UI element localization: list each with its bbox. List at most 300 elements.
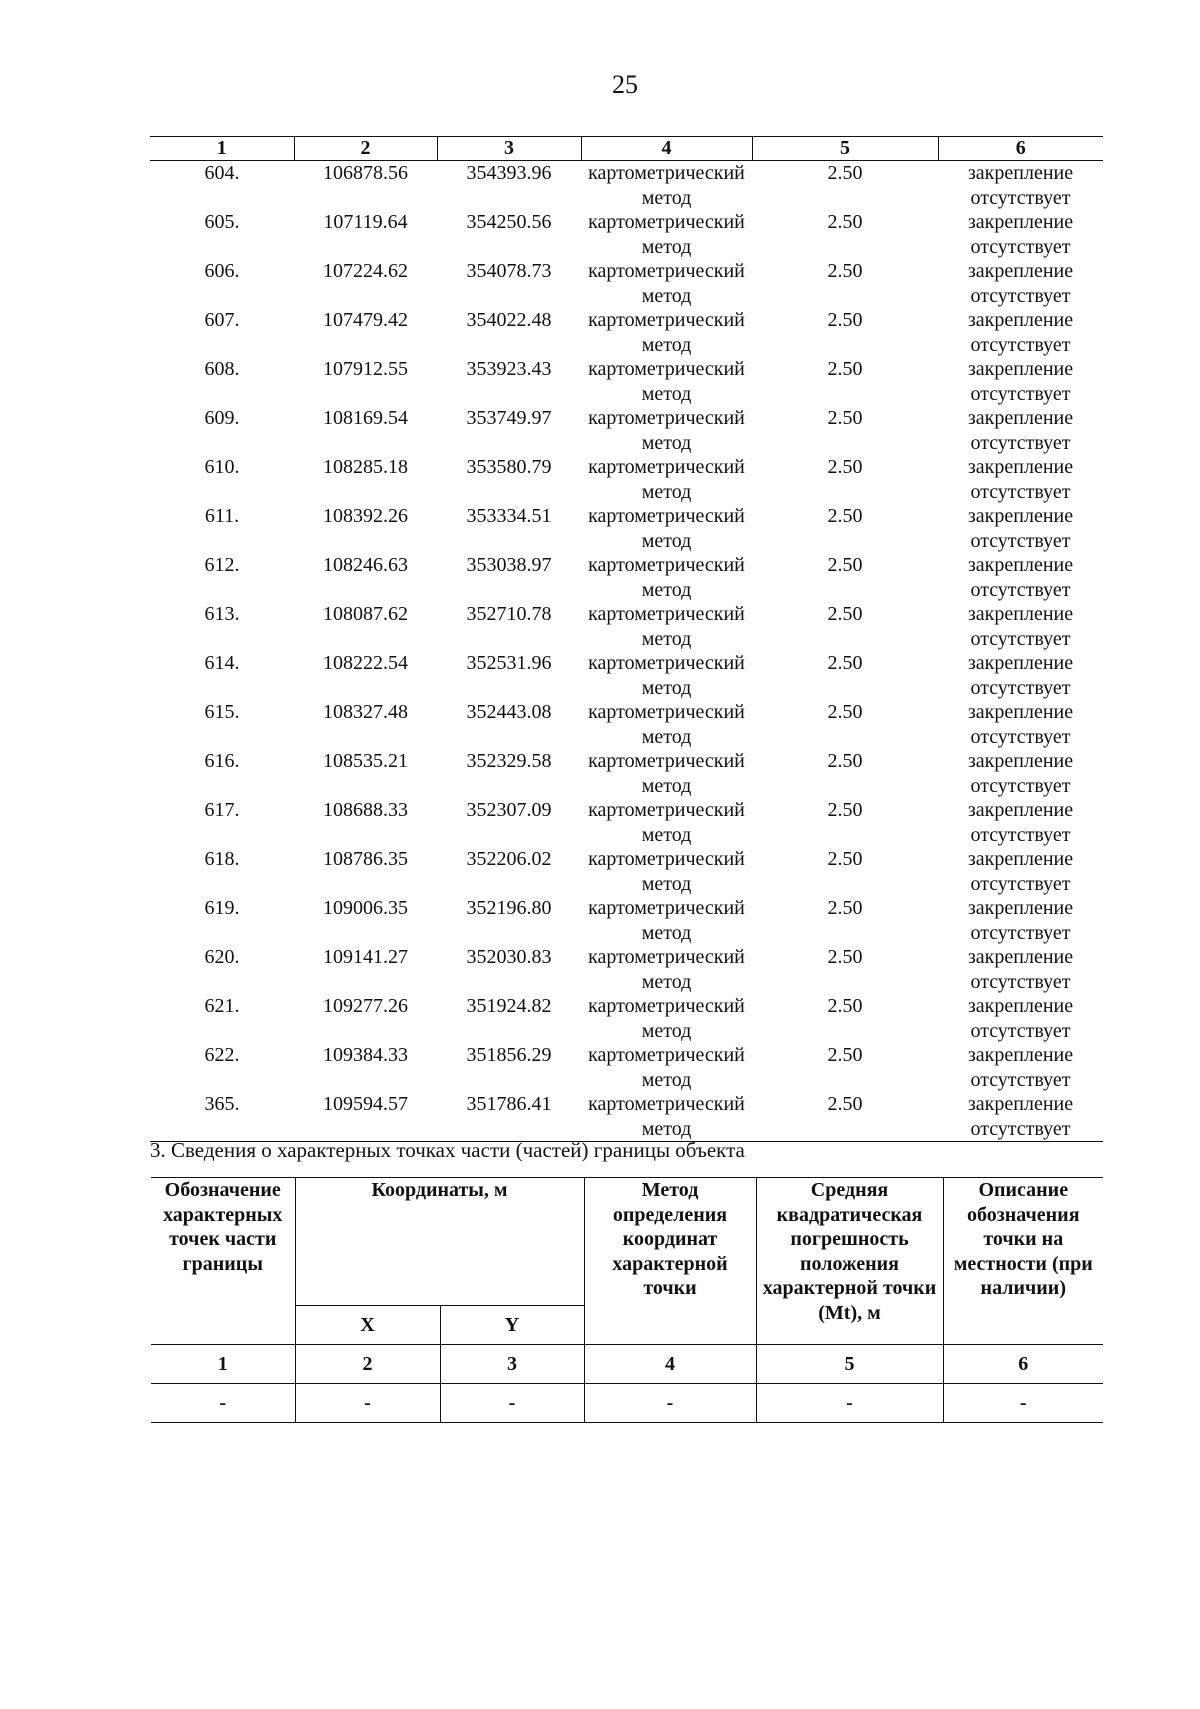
point-number-cell xyxy=(150,406,294,455)
point-number-cell xyxy=(150,1043,294,1092)
description-text: отсутствует xyxy=(970,333,1071,356)
mean-error-cell xyxy=(752,455,938,504)
mean-error-cell xyxy=(752,553,938,602)
description-text: отсутствует xyxy=(970,235,1071,258)
mean-error-cell xyxy=(752,798,938,847)
coord-y-text: 353749.97 xyxy=(466,407,552,429)
description-text: отсутствует xyxy=(970,1117,1071,1140)
point-number-cell xyxy=(150,210,294,259)
coord-x-text: 106878.56 xyxy=(323,162,408,184)
coord-x-text: 107479.42 xyxy=(323,309,408,331)
column-index-2: 2 xyxy=(294,137,437,161)
point-number-text: 613. xyxy=(204,603,240,625)
coord-x-cell xyxy=(294,1092,437,1142)
mean-error-cell xyxy=(752,602,938,651)
method-text: картометрический xyxy=(588,211,745,233)
point-number-text: 619. xyxy=(204,897,240,919)
index-cell: 6 xyxy=(943,1345,1103,1384)
method-cell xyxy=(581,1092,752,1142)
description-text: отсутствует xyxy=(970,872,1071,895)
point-number-text: 620. xyxy=(204,946,240,968)
mean-error-text: 2.50 xyxy=(827,162,863,184)
coord-y-text: 351786.41 xyxy=(466,1093,552,1115)
mean-error-cell xyxy=(752,700,938,749)
mean-error-cell xyxy=(752,259,938,308)
description-text: закрепление xyxy=(967,897,1074,919)
point-number-cell xyxy=(150,651,294,700)
coord-y-text: 352710.78 xyxy=(466,603,552,625)
header-method: Метод определения координат характерной точки xyxy=(584,1178,756,1345)
point-number-text: 621. xyxy=(204,995,240,1017)
description-text: отсутствует xyxy=(970,627,1071,650)
coord-x-cell xyxy=(294,847,437,896)
coord-y-text: 352443.08 xyxy=(466,701,552,723)
mean-error-cell xyxy=(752,945,938,994)
coord-x-cell xyxy=(294,896,437,945)
point-number-cell xyxy=(150,945,294,994)
method-text: картометрический xyxy=(588,946,745,968)
mean-error-text: 2.50 xyxy=(827,1044,863,1066)
coord-x-text: 109277.26 xyxy=(323,995,408,1017)
method-cell xyxy=(581,749,752,798)
point-number-cell xyxy=(150,1092,294,1142)
coord-x-cell xyxy=(294,455,437,504)
point-number-cell xyxy=(150,602,294,651)
method-text: метод xyxy=(641,480,692,503)
method-cell xyxy=(581,945,752,994)
method-text: картометрический xyxy=(588,652,745,674)
mean-error-cell xyxy=(752,651,938,700)
description-text: отсутствует xyxy=(970,431,1071,454)
index-cell: 4 xyxy=(584,1345,756,1384)
description-text: закрепление xyxy=(967,211,1074,233)
method-text: метод xyxy=(641,627,692,650)
header-description: Описание обозначения точки на местности (при наличии) xyxy=(943,1178,1103,1345)
mean-error-text: 2.50 xyxy=(827,456,863,478)
coord-x-text: 108786.35 xyxy=(323,848,408,870)
mean-error-cell xyxy=(752,406,938,455)
dash-cell: - xyxy=(295,1384,440,1423)
point-number-text: 611. xyxy=(204,505,240,527)
table-row xyxy=(150,308,1103,357)
coord-x-cell xyxy=(294,798,437,847)
description-cell xyxy=(938,259,1103,308)
coord-y-cell xyxy=(437,406,581,455)
mean-error-text: 2.50 xyxy=(827,897,863,919)
point-number-cell xyxy=(150,308,294,357)
method-text: картометрический xyxy=(588,750,745,772)
column-index-4: 4 xyxy=(581,137,752,161)
coord-y-text: 352531.96 xyxy=(466,652,552,674)
coord-y-cell xyxy=(437,700,581,749)
coord-y-cell xyxy=(437,210,581,259)
table-row xyxy=(150,1043,1103,1092)
page-number: 25 xyxy=(612,70,638,99)
header-coordinates: Координаты, м xyxy=(295,1178,584,1306)
coord-y-cell xyxy=(437,1092,581,1142)
description-text: закрепление xyxy=(967,260,1074,282)
description-text: закрепление xyxy=(967,162,1074,184)
description-cell xyxy=(938,504,1103,553)
description-text: закрепление xyxy=(967,456,1074,478)
dash-cell: - xyxy=(943,1384,1103,1423)
description-cell xyxy=(938,945,1103,994)
header-x: X xyxy=(295,1305,440,1344)
table-row xyxy=(150,406,1103,455)
method-text: метод xyxy=(641,1117,692,1140)
method-text: картометрический xyxy=(588,554,745,576)
method-text: метод xyxy=(641,725,692,748)
method-cell xyxy=(581,161,752,211)
description-cell xyxy=(938,798,1103,847)
description-text: отсутствует xyxy=(970,529,1071,552)
table-row xyxy=(150,847,1103,896)
description-cell xyxy=(938,1092,1103,1142)
method-text: картометрический xyxy=(588,309,745,331)
coord-x-text: 108535.21 xyxy=(323,750,408,772)
description-text: закрепление xyxy=(967,554,1074,576)
coord-y-cell xyxy=(437,945,581,994)
index-row xyxy=(151,1345,1103,1384)
coord-y-text: 352307.09 xyxy=(466,799,552,821)
coord-y-text: 352206.02 xyxy=(466,848,552,870)
mean-error-text: 2.50 xyxy=(827,260,863,282)
dash-cell: - xyxy=(756,1384,943,1423)
coord-x-cell xyxy=(294,1043,437,1092)
description-text: закрепление xyxy=(967,652,1074,674)
point-number-cell xyxy=(150,896,294,945)
coord-y-text: 353923.43 xyxy=(466,358,552,380)
mean-error-text: 2.50 xyxy=(827,309,863,331)
table-row xyxy=(150,357,1103,406)
method-text: метод xyxy=(641,774,692,797)
point-number-text: 608. xyxy=(204,358,240,380)
method-text: метод xyxy=(641,872,692,895)
coord-y-cell xyxy=(437,553,581,602)
point-number-cell xyxy=(150,553,294,602)
method-cell xyxy=(581,259,752,308)
table-row xyxy=(150,1092,1103,1142)
coord-y-cell xyxy=(437,749,581,798)
method-text: картометрический xyxy=(588,1044,745,1066)
method-text: метод xyxy=(641,1068,692,1091)
mean-error-cell xyxy=(752,847,938,896)
coord-x-text: 108392.26 xyxy=(323,505,408,527)
mean-error-text: 2.50 xyxy=(827,211,863,233)
mean-error-text: 2.50 xyxy=(827,505,863,527)
description-text: закрепление xyxy=(967,799,1074,821)
method-text: картометрический xyxy=(588,1093,745,1115)
table-row xyxy=(150,602,1103,651)
mean-error-text: 2.50 xyxy=(827,358,863,380)
empty-data-row xyxy=(151,1384,1103,1423)
coord-y-text: 352196.80 xyxy=(466,897,552,919)
coord-x-cell xyxy=(294,308,437,357)
method-cell xyxy=(581,602,752,651)
table-header-row xyxy=(150,137,1103,161)
description-cell xyxy=(938,357,1103,406)
mean-error-cell xyxy=(752,210,938,259)
point-number-cell xyxy=(150,749,294,798)
method-text: картометрический xyxy=(588,701,745,723)
method-text: метод xyxy=(641,578,692,601)
coord-x-text: 109006.35 xyxy=(323,897,408,919)
method-text: метод xyxy=(641,333,692,356)
description-text: отсутствует xyxy=(970,970,1071,993)
mean-error-cell xyxy=(752,1092,938,1142)
mean-error-cell xyxy=(752,1043,938,1092)
method-text: метод xyxy=(641,186,692,209)
description-cell xyxy=(938,455,1103,504)
point-number-text: 614. xyxy=(204,652,240,674)
method-cell xyxy=(581,406,752,455)
method-cell xyxy=(581,1043,752,1092)
description-cell xyxy=(938,161,1103,211)
method-text: картометрический xyxy=(588,897,745,919)
method-cell xyxy=(581,357,752,406)
coord-x-text: 108169.54 xyxy=(323,407,408,429)
method-text: картометрический xyxy=(588,162,745,184)
point-number-text: 604. xyxy=(204,162,240,184)
method-cell xyxy=(581,847,752,896)
part-boundary-points-table xyxy=(151,1177,1103,1423)
coord-y-text: 353580.79 xyxy=(466,456,552,478)
coord-x-cell xyxy=(294,504,437,553)
description-text: отсутствует xyxy=(970,1019,1071,1042)
column-index-5: 5 xyxy=(752,137,938,161)
coord-x-text: 108222.54 xyxy=(323,652,408,674)
point-number-cell xyxy=(150,161,294,211)
description-text: закрепление xyxy=(967,505,1074,527)
description-cell xyxy=(938,308,1103,357)
coord-y-text: 353334.51 xyxy=(466,505,552,527)
coord-x-cell xyxy=(294,259,437,308)
coord-y-text: 352329.58 xyxy=(466,750,552,772)
coord-y-cell xyxy=(437,504,581,553)
coord-x-text: 109141.27 xyxy=(323,946,408,968)
method-text: картометрический xyxy=(588,848,745,870)
method-text: картометрический xyxy=(588,505,745,527)
point-number-text: 610. xyxy=(204,456,240,478)
description-cell xyxy=(938,602,1103,651)
table-row xyxy=(150,504,1103,553)
column-index-6: 6 xyxy=(938,137,1103,161)
description-cell xyxy=(938,749,1103,798)
method-text: метод xyxy=(641,1019,692,1042)
method-text: картометрический xyxy=(588,799,745,821)
coord-y-cell xyxy=(437,994,581,1043)
coord-y-cell xyxy=(437,651,581,700)
method-text: картометрический xyxy=(588,995,745,1017)
index-cell: 3 xyxy=(440,1345,584,1384)
table-body xyxy=(150,161,1103,1142)
description-cell xyxy=(938,1043,1103,1092)
coord-x-cell xyxy=(294,749,437,798)
coord-y-cell xyxy=(437,357,581,406)
point-number-text: 618. xyxy=(204,848,240,870)
coord-x-cell xyxy=(294,357,437,406)
point-number-text: 365. xyxy=(204,1093,240,1115)
point-number-text: 609. xyxy=(204,407,240,429)
mean-error-text: 2.50 xyxy=(827,652,863,674)
coord-y-text: 352030.83 xyxy=(466,946,552,968)
point-number-text: 607. xyxy=(204,309,240,331)
method-text: картометрический xyxy=(588,358,745,380)
description-text: отсутствует xyxy=(970,823,1071,846)
coord-x-cell xyxy=(294,602,437,651)
mean-error-cell xyxy=(752,994,938,1043)
method-text: метод xyxy=(641,431,692,454)
mean-error-cell xyxy=(752,357,938,406)
coord-x-text: 108246.63 xyxy=(323,554,408,576)
mean-error-cell xyxy=(752,504,938,553)
method-cell xyxy=(581,994,752,1043)
mean-error-cell xyxy=(752,896,938,945)
coord-x-cell xyxy=(294,994,437,1043)
point-number-text: 605. xyxy=(204,211,240,233)
method-cell xyxy=(581,210,752,259)
coord-y-cell xyxy=(437,1043,581,1092)
table-row xyxy=(150,896,1103,945)
point-number-cell xyxy=(150,798,294,847)
mean-error-cell xyxy=(752,749,938,798)
table-row xyxy=(150,455,1103,504)
method-text: метод xyxy=(641,284,692,307)
point-number-cell xyxy=(150,357,294,406)
coord-y-cell xyxy=(437,847,581,896)
method-text: картометрический xyxy=(588,260,745,282)
point-number-text: 617. xyxy=(204,799,240,821)
description-text: отсутствует xyxy=(970,921,1071,944)
table-row xyxy=(150,945,1103,994)
coord-x-cell xyxy=(294,553,437,602)
method-cell xyxy=(581,455,752,504)
coord-x-text: 107912.55 xyxy=(323,358,408,380)
index-cell: 2 xyxy=(295,1345,440,1384)
method-text: метод xyxy=(641,529,692,552)
coord-y-text: 354022.48 xyxy=(466,309,552,331)
method-text: метод xyxy=(641,382,692,405)
coord-x-text: 109594.57 xyxy=(323,1093,408,1115)
coord-x-cell xyxy=(294,651,437,700)
mean-error-text: 2.50 xyxy=(827,554,863,576)
description-cell xyxy=(938,847,1103,896)
coord-y-text: 353038.97 xyxy=(466,554,552,576)
description-cell xyxy=(938,553,1103,602)
description-text: закрепление xyxy=(967,358,1074,380)
coord-y-cell xyxy=(437,455,581,504)
coord-y-text: 354393.96 xyxy=(466,162,552,184)
description-text: отсутствует xyxy=(970,774,1071,797)
method-text: метод xyxy=(641,676,692,699)
point-number-text: 615. xyxy=(204,701,240,723)
coord-y-cell xyxy=(437,161,581,211)
description-text: закрепление xyxy=(967,1093,1074,1115)
point-number-text: 612. xyxy=(204,554,240,576)
method-text: картометрический xyxy=(588,603,745,625)
dash-cell: - xyxy=(151,1384,295,1423)
point-number-text: 616. xyxy=(204,750,240,772)
dash-cell: - xyxy=(584,1384,756,1423)
point-number-text: 606. xyxy=(204,260,240,282)
table-row xyxy=(150,798,1103,847)
coord-x-cell xyxy=(294,406,437,455)
description-text: отсутствует xyxy=(970,676,1071,699)
mean-error-text: 2.50 xyxy=(827,995,863,1017)
mean-error-text: 2.50 xyxy=(827,799,863,821)
coord-y-cell xyxy=(437,798,581,847)
column-index-3: 3 xyxy=(437,137,581,161)
point-number-cell xyxy=(150,847,294,896)
method-text: картометрический xyxy=(588,407,745,429)
mean-error-cell xyxy=(752,308,938,357)
coord-x-cell xyxy=(294,945,437,994)
header-y: Y xyxy=(440,1305,584,1344)
coord-x-text: 108327.48 xyxy=(323,701,408,723)
table-row xyxy=(150,651,1103,700)
description-text: закрепление xyxy=(967,750,1074,772)
description-text: закрепление xyxy=(967,701,1074,723)
point-number-cell xyxy=(150,994,294,1043)
coord-y-text: 354250.56 xyxy=(466,211,552,233)
mean-error-text: 2.50 xyxy=(827,750,863,772)
coord-x-text: 108688.33 xyxy=(323,799,408,821)
coord-y-cell xyxy=(437,308,581,357)
method-text: метод xyxy=(641,970,692,993)
coord-x-cell xyxy=(294,700,437,749)
coord-x-text: 108087.62 xyxy=(323,603,408,625)
point-number-cell xyxy=(150,700,294,749)
description-text: отсутствует xyxy=(970,382,1071,405)
index-cell: 5 xyxy=(756,1345,943,1384)
method-cell xyxy=(581,308,752,357)
coord-x-cell xyxy=(294,161,437,211)
description-cell xyxy=(938,406,1103,455)
dash-cell: - xyxy=(440,1384,584,1423)
description-cell xyxy=(938,700,1103,749)
index-cell: 1 xyxy=(151,1345,295,1384)
mean-error-text: 2.50 xyxy=(827,1093,863,1115)
point-number-cell xyxy=(150,455,294,504)
method-text: метод xyxy=(641,921,692,944)
coord-x-text: 108285.18 xyxy=(323,456,408,478)
table-row xyxy=(150,259,1103,308)
table-row xyxy=(150,161,1103,211)
method-cell xyxy=(581,651,752,700)
description-text: отсутствует xyxy=(970,1068,1071,1091)
header-mean-error: Средняя квадратическая погрешность положения характерной точки (Mt), м xyxy=(756,1178,943,1345)
column-index-1: 1 xyxy=(150,137,294,161)
description-text: отсутствует xyxy=(970,186,1071,209)
mean-error-text: 2.50 xyxy=(827,701,863,723)
coord-y-cell xyxy=(437,259,581,308)
coord-y-cell xyxy=(437,602,581,651)
description-text: закрепление xyxy=(967,309,1074,331)
coord-y-text: 354078.73 xyxy=(466,260,552,282)
coord-x-text: 107224.62 xyxy=(323,260,408,282)
description-cell xyxy=(938,651,1103,700)
method-cell xyxy=(581,504,752,553)
method-text: метод xyxy=(641,823,692,846)
mean-error-text: 2.50 xyxy=(827,848,863,870)
method-text: метод xyxy=(641,235,692,258)
mean-error-text: 2.50 xyxy=(827,407,863,429)
coord-y-text: 351924.82 xyxy=(466,995,552,1017)
table-row xyxy=(150,994,1103,1043)
method-cell xyxy=(581,553,752,602)
table-row xyxy=(150,749,1103,798)
coord-y-cell xyxy=(437,896,581,945)
